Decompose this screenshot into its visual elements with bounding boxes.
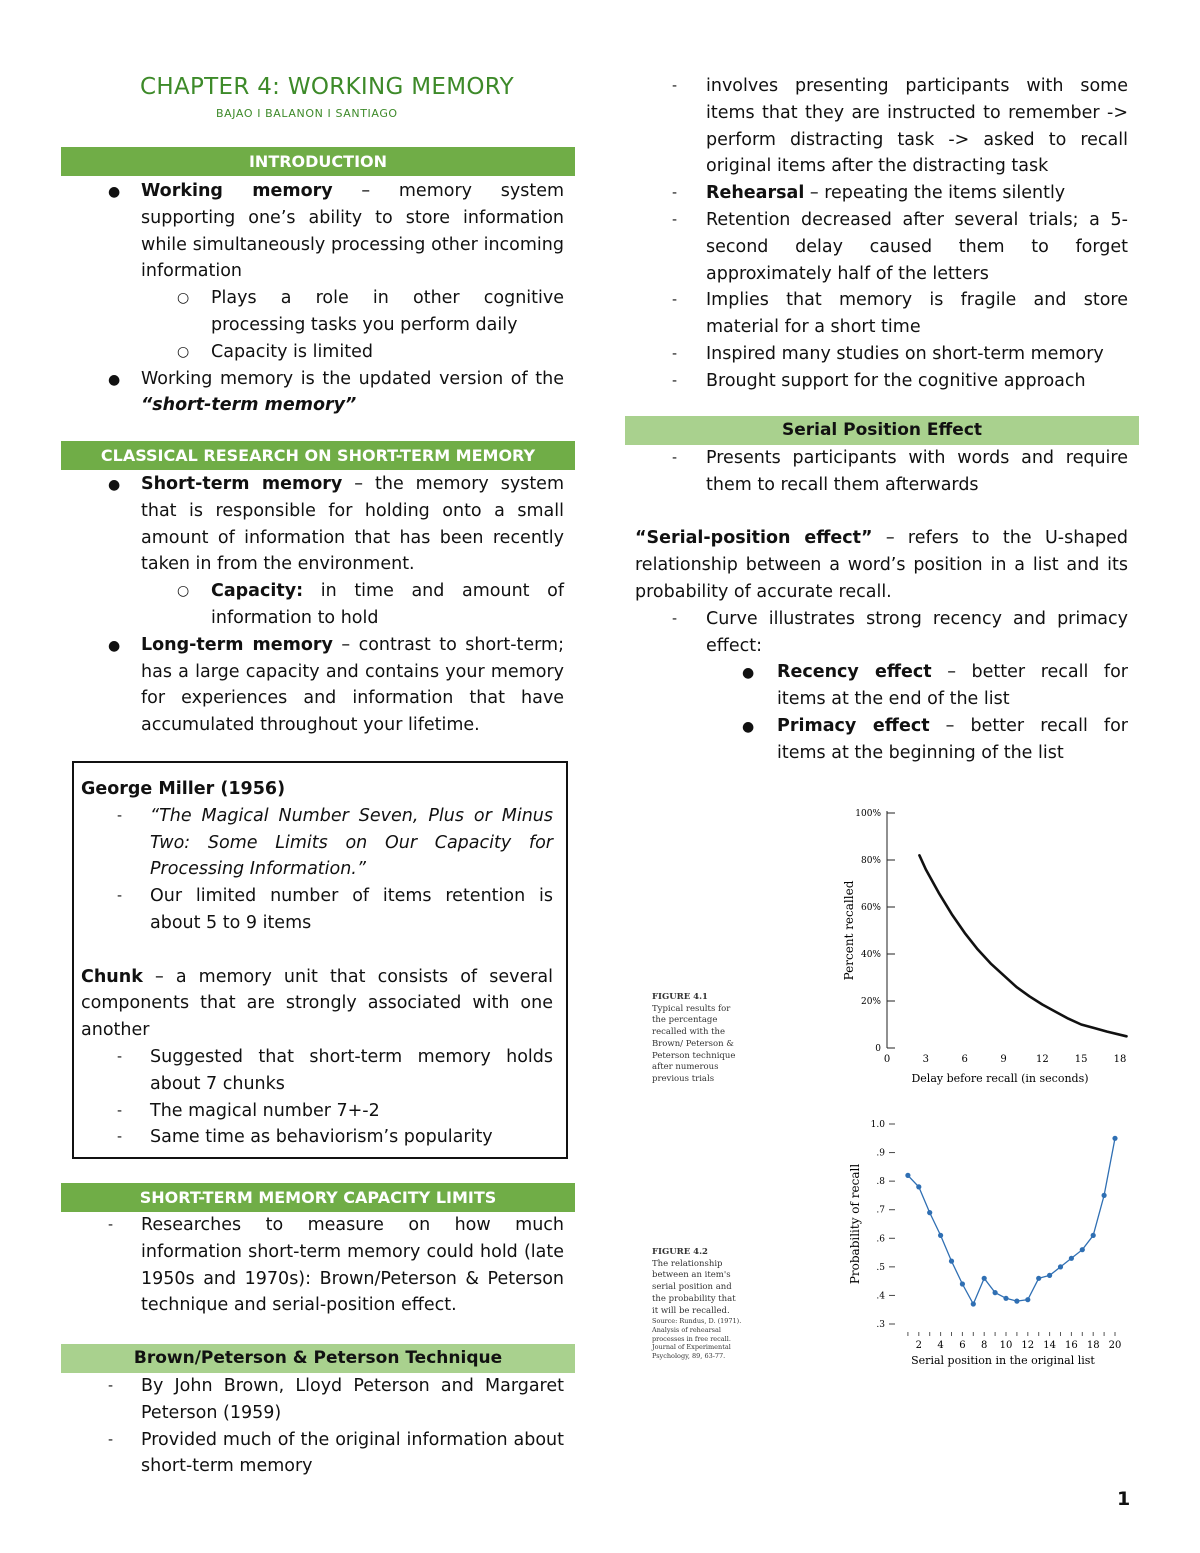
- term-chunk: Chunk: [81, 966, 143, 987]
- caption-text: Typical results for the percentage recalled with the Brown/ Peterson & Peterson technique after numerous previous trials: [652, 1003, 736, 1084]
- data-point: [1014, 1299, 1019, 1304]
- sentence: By John Brown, Lloyd Peterson and Margaret Peterson (1959): [141, 1376, 564, 1423]
- data-point: [993, 1290, 998, 1295]
- figure-4-2-caption: [652, 1247, 744, 1361]
- y-tick-label: .8: [876, 1177, 885, 1188]
- section-classical-research: CLASSICAL RESEARCH ON SHORT-TERM MEMORY: [61, 441, 575, 470]
- sentence: The magical number 7+-2: [150, 1100, 380, 1121]
- list-item: [81, 1124, 553, 1151]
- y-tick-label: .9: [876, 1148, 885, 1159]
- data-point: [971, 1301, 976, 1306]
- x-axis-label: Serial position in the original list: [911, 1354, 1095, 1367]
- data-point: [1047, 1273, 1052, 1278]
- sentence: Curve illustrates strong recency and primacy effect:: [706, 608, 1128, 656]
- limits-list: [108, 1212, 564, 1319]
- list-item: [635, 713, 1128, 767]
- y-tick-label: 100%: [855, 809, 881, 819]
- dash-bullet: -: [672, 372, 678, 389]
- x-tick-label: 20: [1108, 1340, 1122, 1351]
- y-tick-label: 80%: [860, 856, 881, 866]
- y-tick-label: 1.0: [870, 1120, 885, 1130]
- data-point: [1003, 1296, 1008, 1301]
- list-item: [672, 180, 1128, 207]
- bullet-icon: ●: [108, 477, 121, 493]
- list-item: [108, 366, 564, 420]
- list-item: [635, 659, 1128, 713]
- term-short-term-memory: Short-term memory: [141, 474, 343, 494]
- section-introduction: INTRODUCTION: [61, 147, 575, 176]
- list-item: [81, 883, 553, 937]
- x-tick-label: 9: [1000, 1054, 1007, 1065]
- list-item: [108, 471, 564, 578]
- definition: – better recall for items at the end of the list: [777, 662, 1128, 710]
- data-point: [1036, 1276, 1041, 1281]
- definition: – better recall for items at the beginning of the list: [777, 715, 1128, 763]
- bullet-icon: ●: [742, 718, 755, 735]
- list-item: [81, 1098, 553, 1125]
- quote: “The Magical Number Seven, Plus or Minus Two: Some Limits on Our Capacity for Processing Information.”: [150, 805, 553, 880]
- list-item: [672, 287, 1128, 341]
- classical-list: [108, 471, 564, 739]
- data-point: [905, 1173, 910, 1178]
- sentence: Implies that memory is fragile and store material for a short time: [706, 290, 1128, 338]
- data-point: [949, 1259, 954, 1264]
- sentence: Brought support for the cognitive approach: [706, 370, 1086, 391]
- dash-bullet: -: [672, 78, 678, 94]
- x-tick-label: 18: [1086, 1340, 1100, 1351]
- dash-bullet: -: [117, 1048, 123, 1065]
- definition: – refers to the U-shaped relationship between a word’s position in a list and its probability of accurate recall.: [635, 528, 1128, 602]
- sentence: Provided much of the original information about short-term memory: [141, 1429, 564, 1477]
- x-tick-label: 16: [1065, 1340, 1078, 1351]
- list-item: [108, 1373, 564, 1427]
- bpp-list: [108, 1373, 564, 1480]
- data-point: [1102, 1193, 1107, 1198]
- x-tick-label: 8: [981, 1340, 988, 1351]
- data-point: [1112, 1136, 1117, 1141]
- caption-title: FIGURE 4.2: [652, 1247, 708, 1257]
- chunk-definition: [81, 964, 553, 1044]
- bullet-icon: ●: [742, 665, 755, 682]
- circle-bullet-icon: ○: [177, 343, 190, 360]
- circle-bullet-icon: ○: [177, 583, 190, 600]
- data-point: [982, 1276, 987, 1281]
- dash-bullet: -: [117, 1129, 123, 1146]
- figure-4-2-chart: [835, 1110, 1135, 1370]
- series-line: [908, 1138, 1115, 1304]
- x-tick-label: 12: [1035, 1054, 1049, 1065]
- figure-4-1-caption: [652, 992, 744, 1086]
- list-item: [81, 1044, 553, 1098]
- y-tick-label: .4: [876, 1291, 885, 1302]
- section-serial-position: Serial Position Effect: [625, 416, 1139, 445]
- list-item: [81, 803, 553, 883]
- dash-bullet: -: [108, 1217, 114, 1233]
- dash-bullet: -: [117, 807, 123, 824]
- serial-position-content: [635, 445, 1128, 767]
- x-tick-label: 4: [937, 1340, 944, 1351]
- list-item: [672, 73, 1128, 180]
- data-point: [916, 1184, 921, 1189]
- page-number: 1: [1117, 1488, 1131, 1510]
- definition: – repeating the items silently: [804, 183, 1066, 204]
- serial-position-definition: [635, 525, 1128, 605]
- caption-text: The relationship between an item's serial position and the probability that it will be recalled.: [652, 1258, 736, 1316]
- x-tick-label: 15: [1074, 1054, 1088, 1065]
- data-point: [1058, 1264, 1063, 1269]
- term-recency-effect: Recency effect: [777, 662, 932, 683]
- dash-bullet: -: [108, 1378, 114, 1394]
- list-item: [672, 368, 1128, 395]
- list-item: [108, 1427, 564, 1481]
- y-tick-label: .5: [876, 1262, 885, 1273]
- data-point: [960, 1281, 965, 1286]
- list-item: [108, 285, 564, 339]
- data-point: [1080, 1247, 1085, 1252]
- sentence: Suggested that short-term memory holds about 7 chunks: [150, 1046, 553, 1094]
- term-long-term-memory: Long-term memory: [141, 634, 333, 655]
- sentence: Our limited number of items retention is about 5 to 9 items: [150, 886, 553, 933]
- dash-bullet: -: [672, 450, 678, 466]
- x-tick-label: 12: [1021, 1340, 1035, 1351]
- bullet-icon: ●: [108, 371, 121, 388]
- section-brown-peterson: Brown/Peterson & Peterson Technique: [61, 1344, 575, 1373]
- y-tick-label: 40%: [860, 950, 881, 960]
- dash-bullet: -: [672, 211, 678, 228]
- dash-bullet: -: [672, 345, 678, 362]
- list-item: [672, 207, 1128, 287]
- dash-bullet: -: [117, 1102, 123, 1119]
- intro-list: [108, 178, 564, 419]
- term-primacy-effect: Primacy effect: [777, 715, 930, 736]
- sentence: Working memory is the updated version of the: [141, 368, 564, 389]
- list-item: [672, 341, 1128, 368]
- sentence: involves presenting participants with some items that they are instructed to remember -> perform distracting task -> asked to recall original items after the distracting task: [706, 76, 1128, 177]
- data-point: [1025, 1297, 1030, 1302]
- y-tick-label: 60%: [860, 903, 881, 913]
- y-tick-label: .3: [876, 1320, 885, 1330]
- sentence: Researches to measure on how much information short-term memory could hold (late 1950s and 1970s): Brown/Peterson & Peterson technique and serial-position effect.: [141, 1215, 564, 1316]
- dash-bullet: -: [117, 888, 123, 905]
- y-tick-label: .6: [876, 1234, 885, 1245]
- list-item: [108, 1212, 564, 1319]
- caption-title: FIGURE 4.1: [652, 992, 708, 1002]
- sentence: Presents participants with words and require them to recall them afterwards: [706, 448, 1128, 495]
- x-tick-label: 6: [959, 1340, 966, 1351]
- list-item: [108, 632, 564, 739]
- x-tick-label: 14: [1043, 1340, 1056, 1351]
- term-working-memory: Working memory: [141, 181, 333, 201]
- bpp-continued-list: [672, 73, 1128, 395]
- list-item: [108, 178, 564, 285]
- bullet-icon: ●: [108, 184, 121, 200]
- list-item: [108, 339, 564, 366]
- definition: – the memory system that is responsible for holding onto a small amount of information that has been recently taken in from the environment.: [141, 474, 564, 575]
- emphasis: “short-term memory”: [141, 395, 357, 416]
- y-tick-label: 20%: [860, 997, 881, 1007]
- dash-bullet: -: [672, 185, 678, 202]
- circle-bullet-icon: ○: [177, 290, 190, 307]
- george-miller-content: [81, 776, 553, 1151]
- sub-item: Plays a role in other cognitive processing tasks you perform daily: [211, 288, 564, 335]
- data-point: [927, 1210, 932, 1215]
- authors: BAJAO I BALANON I SANTIAGO: [216, 107, 398, 120]
- x-tick-label: 10: [999, 1340, 1013, 1351]
- x-axis-label: Delay before recall (in seconds): [911, 1072, 1089, 1085]
- sentence: Same time as behaviorism’s popularity: [150, 1127, 493, 1148]
- definition: – contrast to short-term; has a large capacity and contains your memory for experiences and information that have accumulated throughout your lifetime.: [141, 634, 565, 736]
- sentence: Retention decreased after several trials; a 5-second delay caused them to forget approximately half of the letters: [706, 209, 1128, 284]
- dash-bullet: -: [672, 610, 678, 627]
- term-rehearsal: Rehearsal: [706, 183, 805, 204]
- data-point: [1091, 1233, 1096, 1238]
- sentence: Inspired many studies on short-term memory: [706, 343, 1104, 364]
- y-tick-label: 0: [875, 1044, 881, 1054]
- x-tick-label: 3: [922, 1054, 930, 1065]
- definition: – a memory unit that consists of several components that are strongly associated with one another: [81, 966, 553, 1041]
- x-tick-label: 6: [961, 1054, 968, 1065]
- y-tick-label: .7: [876, 1205, 885, 1216]
- y-axis-label: Probability of recall: [848, 1163, 862, 1285]
- term-serial-position-effect: “Serial-position effect”: [635, 528, 873, 549]
- list-item: [108, 578, 564, 632]
- sub-item: Capacity is limited: [211, 341, 373, 362]
- box-title: George Miller (1956): [81, 779, 286, 799]
- y-axis-label: Percent recalled: [842, 880, 856, 981]
- caption-source: Source: Rundus, D. (1971). Analysis of rehearsal processes in free recall. Journal of Experimental Psychology, 89, 63-77.: [652, 1317, 742, 1361]
- page-title: CHAPTER 4: WORKING MEMORY: [140, 74, 514, 100]
- definition: – memory system supporting one’s ability to store information while simultaneously processing other incoming information: [141, 181, 565, 282]
- x-tick-label: 2: [915, 1340, 922, 1351]
- data-point: [938, 1233, 943, 1238]
- term-capacity: Capacity:: [211, 581, 304, 602]
- x-tick-label: 18: [1113, 1054, 1127, 1065]
- x-tick-label: 0: [883, 1054, 891, 1065]
- definition: in time and amount of information to hold: [211, 581, 564, 628]
- dash-bullet: -: [672, 292, 678, 309]
- series-line: [919, 855, 1126, 1036]
- bullet-icon: ●: [108, 637, 121, 654]
- dash-bullet: -: [108, 1431, 114, 1448]
- list-item: [635, 445, 1128, 499]
- data-point: [1069, 1256, 1074, 1261]
- section-capacity-limits: SHORT-TERM MEMORY CAPACITY LIMITS: [61, 1183, 575, 1212]
- list-item: [635, 606, 1128, 660]
- figure-4-1-chart: [835, 800, 1135, 1090]
